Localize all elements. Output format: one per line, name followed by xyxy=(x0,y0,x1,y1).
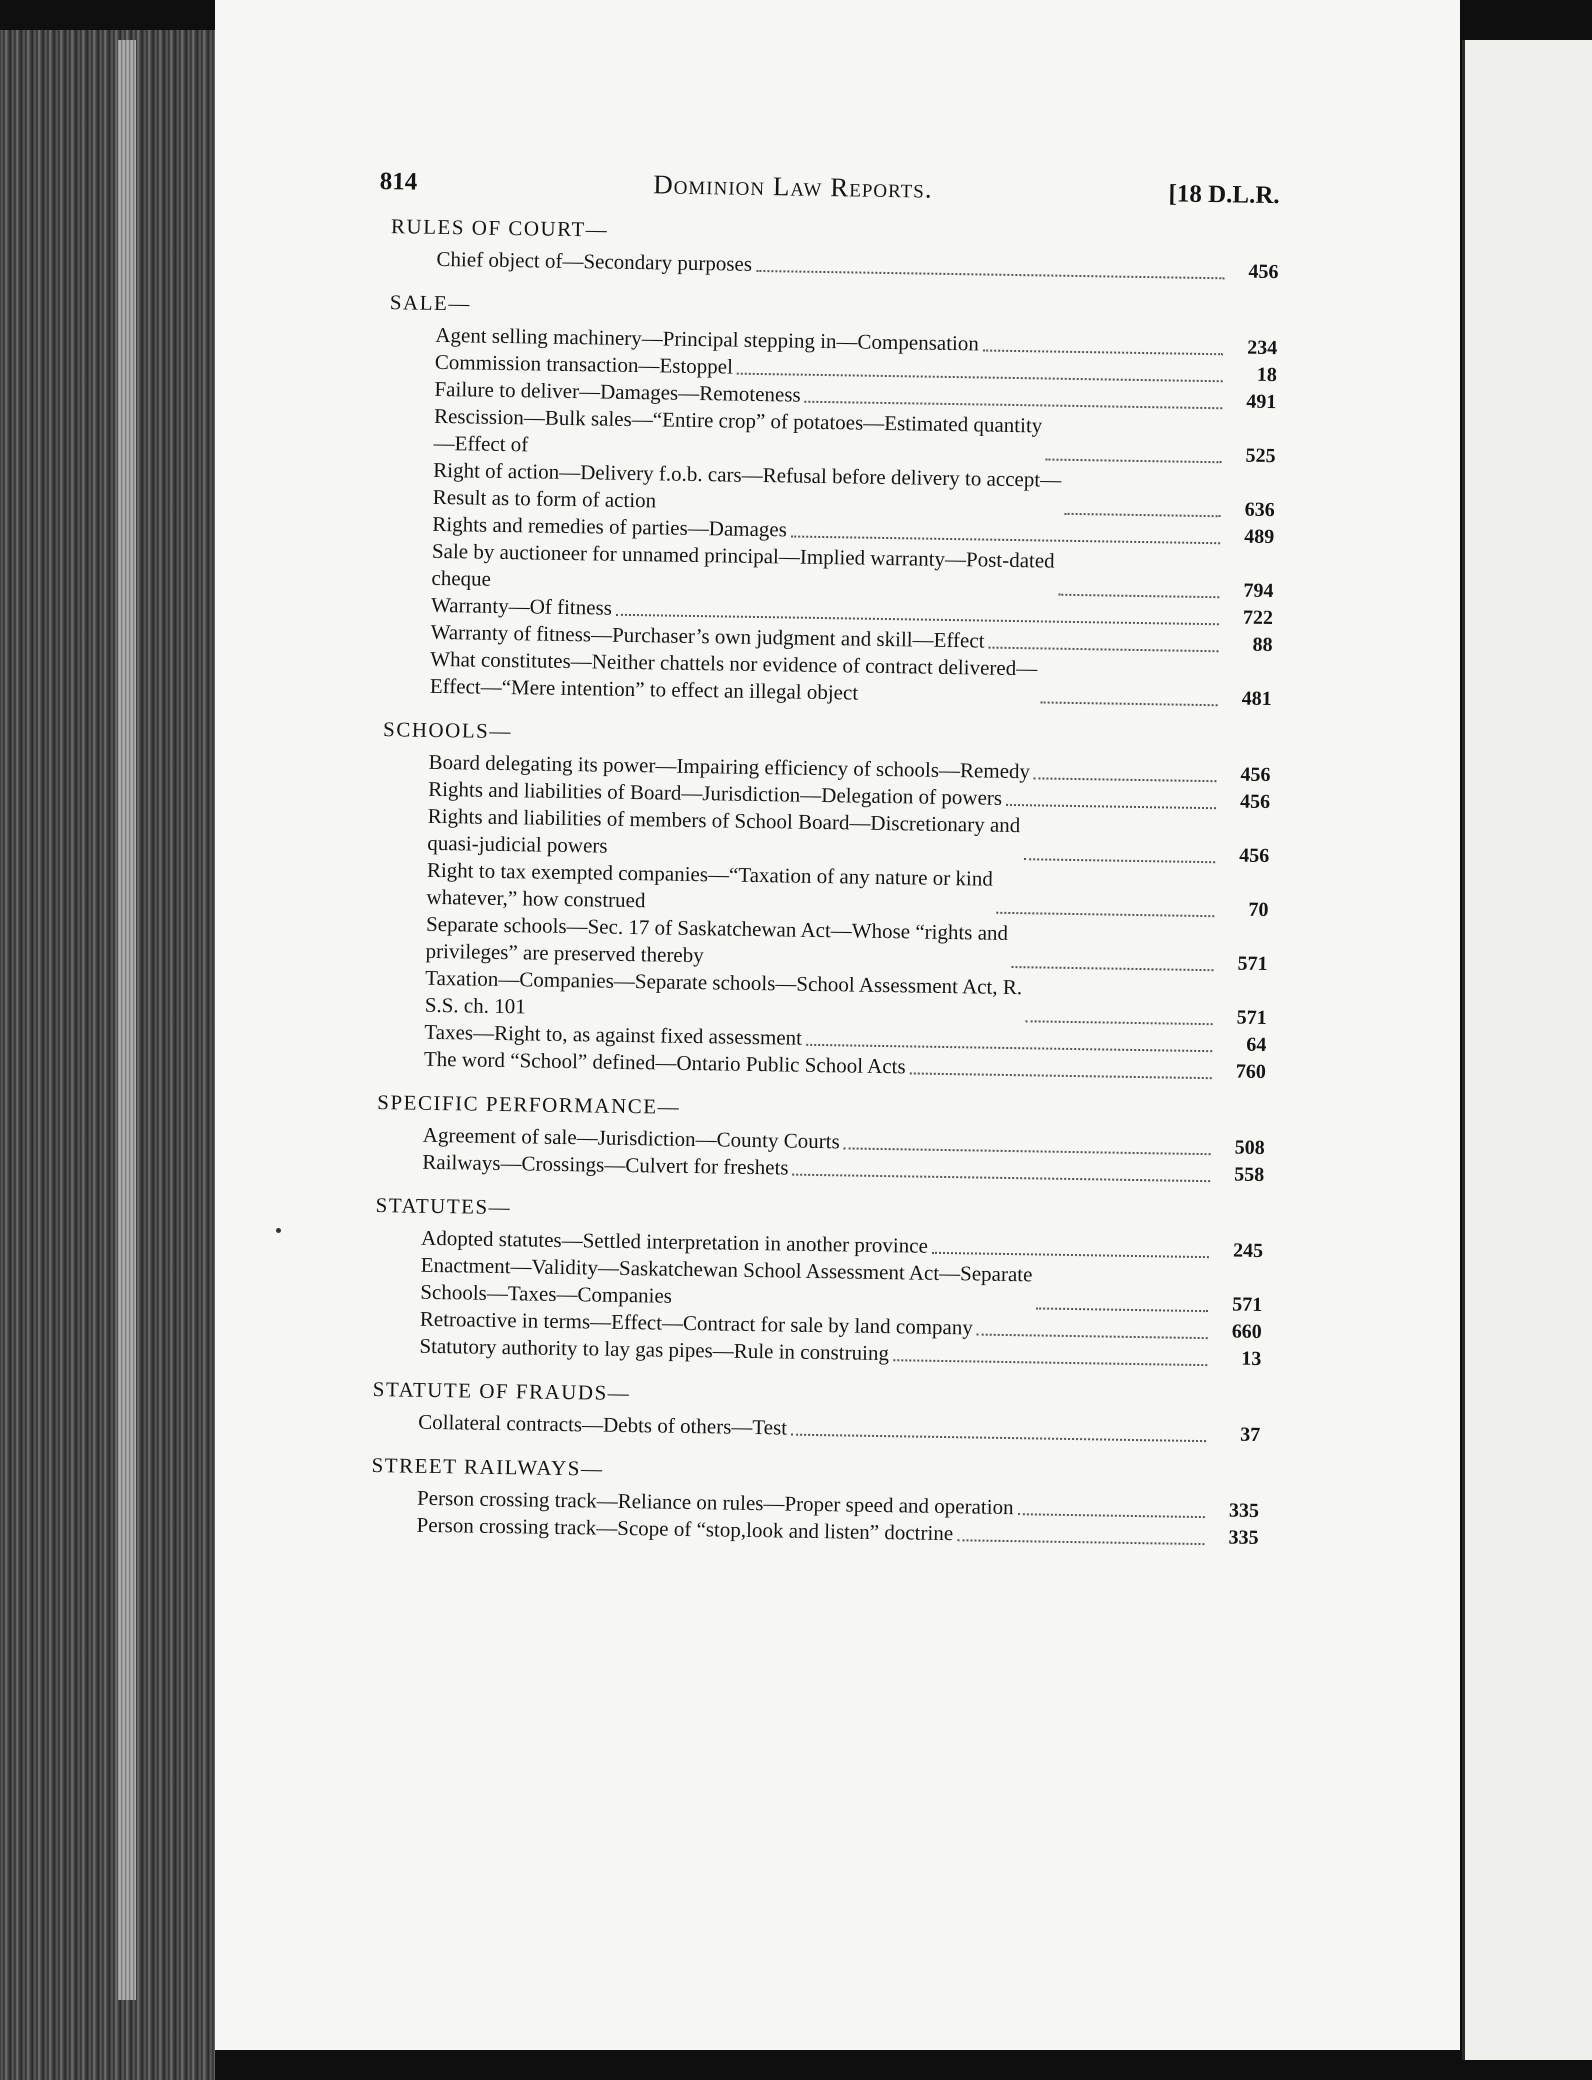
page-reference: 491 xyxy=(1246,390,1277,414)
page-reference: 245 xyxy=(1232,1239,1264,1263)
dot-leader xyxy=(977,1334,1208,1340)
index-section xyxy=(372,290,1278,713)
entry-text: Adopted statutes—Settled interpretation in another province xyxy=(420,1225,929,1258)
entry-text: Right of action—Delivery f.o.b. cars—Refusal before delivery to accept— Result as to form of action xyxy=(432,457,1062,513)
page-reference: 456 xyxy=(1240,763,1271,787)
entry-text: Railways—Crossings—Culvert for freshets xyxy=(422,1149,789,1180)
dot-leader xyxy=(1065,513,1221,517)
dot-leader xyxy=(893,1359,1207,1366)
dot-leader xyxy=(792,1174,1210,1183)
entry-text: Person crossing track—Reliance on rules—Proper speed and operation xyxy=(416,1485,1014,1520)
dot-leader xyxy=(932,1252,1209,1258)
entry-text: Person crossing track—Scope of “stop,look and listen” doctrine xyxy=(416,1512,954,1546)
dot-leader xyxy=(1036,1307,1208,1312)
page-reference: 456 xyxy=(1239,844,1270,868)
page-reference: 571 xyxy=(1237,952,1268,976)
dot-leader xyxy=(1034,777,1217,782)
entry-text: Right to tax exempted companies—“Taxation of any nature or kind whatever,” how construed xyxy=(426,857,994,913)
dot-leader xyxy=(983,349,1223,355)
dot-leader xyxy=(1058,594,1219,599)
section-heading: STATUTE OF FRAUDS— xyxy=(372,1377,631,1406)
page-reference: 558 xyxy=(1234,1163,1265,1187)
entry-text: Retroactive in terms—Effect—Contract for sale by land company xyxy=(419,1306,974,1340)
index-list xyxy=(358,214,1279,1552)
entry-text: Failure to deliver—Damages—Remoteness xyxy=(434,376,801,407)
page-reference: 234 xyxy=(1247,336,1278,360)
entry-text: Rescission—Bulk sales—“Entire crop” of potatoes—Estimated quantity —Effect of xyxy=(433,403,1043,457)
page-reference: 456 xyxy=(1239,790,1271,814)
entry-text: Sale by auctioneer for unnamed principal—Implied warranty—Post-dated cheque xyxy=(431,538,1055,591)
dot-leader xyxy=(996,912,1214,917)
entry-text: Statutory authority to lay gas pipes—Rule in construing xyxy=(419,1333,890,1366)
page-reference: 636 xyxy=(1244,498,1275,522)
entry-text: Agent selling machinery—Principal stepping in—Compensation xyxy=(435,322,980,356)
dot-leader xyxy=(910,1072,1212,1079)
page-reference: 489 xyxy=(1244,525,1275,549)
dot-leader xyxy=(1024,858,1215,863)
entry-text: Separate schools—Sec. 17 of Saskatchewan Act—Whose “rights and privileges” are preserved thereby xyxy=(425,911,1009,968)
page-reference: 481 xyxy=(1241,687,1272,711)
entry-text: Collateral contracts—Debts of others—Test xyxy=(418,1409,788,1440)
book-spine xyxy=(0,30,215,2080)
dot-leader xyxy=(806,1044,1212,1052)
section-heading: SALE— xyxy=(389,290,472,316)
index-section xyxy=(360,1377,1261,1449)
page-reference: 456 xyxy=(1248,260,1279,284)
adjacent-page xyxy=(1462,40,1592,2060)
page-reference: 64 xyxy=(1246,1033,1267,1057)
page-content xyxy=(358,165,1280,1570)
entry-text: Rights and liabilities of Board—Jurisdiction—Delegation of powers xyxy=(428,776,1003,810)
page-reference: 508 xyxy=(1234,1136,1265,1160)
volume-label: [18 D.L.R. xyxy=(1168,180,1280,210)
dot-leader xyxy=(1017,1513,1204,1518)
dot-leader xyxy=(791,535,1220,544)
running-title: Dominion Law Reports. xyxy=(652,169,933,204)
section-heading: SPECIFIC PERFORMANCE— xyxy=(377,1090,681,1119)
entry-text: Commission transaction—Estoppel xyxy=(434,349,734,379)
index-entry xyxy=(360,1408,1260,1449)
ink-speck xyxy=(276,1228,281,1233)
index-section xyxy=(361,1193,1263,1373)
dot-leader xyxy=(1006,804,1216,809)
entry-text: Rights and liabilities of members of School Board—Discretionary and quasi-judicial powers xyxy=(427,803,1021,858)
dot-leader xyxy=(844,1147,1211,1155)
page-reference: 571 xyxy=(1236,1006,1267,1030)
entry-text: What constitutes—Neither chattels nor evidence of contract delivered— Effect—“Mere intention” to effect an illegal object xyxy=(429,646,1038,705)
entry-text: Enactment—Validity—Saskatchewan School Assessment Act—Separate Schools—Taxes—Companies xyxy=(420,1252,1033,1308)
index-section xyxy=(364,1090,1265,1189)
entry-text: Taxes—Right to, as against fixed assessment xyxy=(424,1019,803,1050)
index-entry xyxy=(378,245,1278,286)
section-heading: RULES OF COURT— xyxy=(390,214,609,242)
dot-leader xyxy=(756,270,1224,279)
page-reference: 525 xyxy=(1245,444,1276,468)
entry-text: Chief object of—Secondary purposes xyxy=(436,246,753,276)
page-reference: 722 xyxy=(1242,606,1274,630)
index-section xyxy=(366,717,1271,1086)
dot-leader xyxy=(791,1434,1206,1443)
dot-leader xyxy=(805,401,1223,410)
page-reference: 760 xyxy=(1235,1060,1267,1084)
dot-leader xyxy=(1046,458,1222,463)
page-reference: 13 xyxy=(1241,1347,1262,1370)
entry-text: Taxation—Companies—Separate schools—School Assessment Act, R. S.S. ch. 101 xyxy=(424,965,1023,1019)
section-heading: SCHOOLS— xyxy=(382,717,513,744)
page-reference: 571 xyxy=(1232,1293,1263,1316)
entry-text: Warranty—Of fitness xyxy=(430,592,613,620)
dot-leader xyxy=(988,647,1218,653)
dot-leader xyxy=(1026,1020,1213,1025)
page-reference: 335 xyxy=(1228,1499,1260,1522)
entry-text: Agreement of sale—Jurisdiction—County Courts xyxy=(422,1122,840,1154)
page-reference: 88 xyxy=(1252,633,1273,657)
entry-text: The word “School” defined—Ontario Public School Acts xyxy=(423,1046,906,1079)
section-heading: STREET RAILWAYS— xyxy=(371,1453,604,1481)
dot-leader xyxy=(957,1539,1204,1545)
dot-leader xyxy=(1011,966,1213,971)
section-heading: STATUTES— xyxy=(375,1193,512,1220)
dot-leader xyxy=(1041,701,1218,706)
page-reference: 794 xyxy=(1243,579,1274,603)
entry-text: Board delegating its power—Impairing efficiency of schools—Remedy xyxy=(428,749,1031,784)
entry-text: Warranty of fitness—Purchaser’s own judgment and skill—Effect xyxy=(430,619,985,653)
page-reference: 37 xyxy=(1239,1423,1261,1446)
page-reference: 660 xyxy=(1231,1320,1262,1343)
page-reference: 70 xyxy=(1248,898,1269,922)
entry-text: Rights and remedies of parties—Damages xyxy=(432,511,788,542)
page-edges xyxy=(118,40,136,2000)
page-number: 814 xyxy=(379,167,418,196)
index-section xyxy=(378,214,1279,286)
page-reference: 18 xyxy=(1256,363,1277,387)
index-section xyxy=(358,1453,1259,1552)
page-reference: 335 xyxy=(1228,1526,1259,1549)
